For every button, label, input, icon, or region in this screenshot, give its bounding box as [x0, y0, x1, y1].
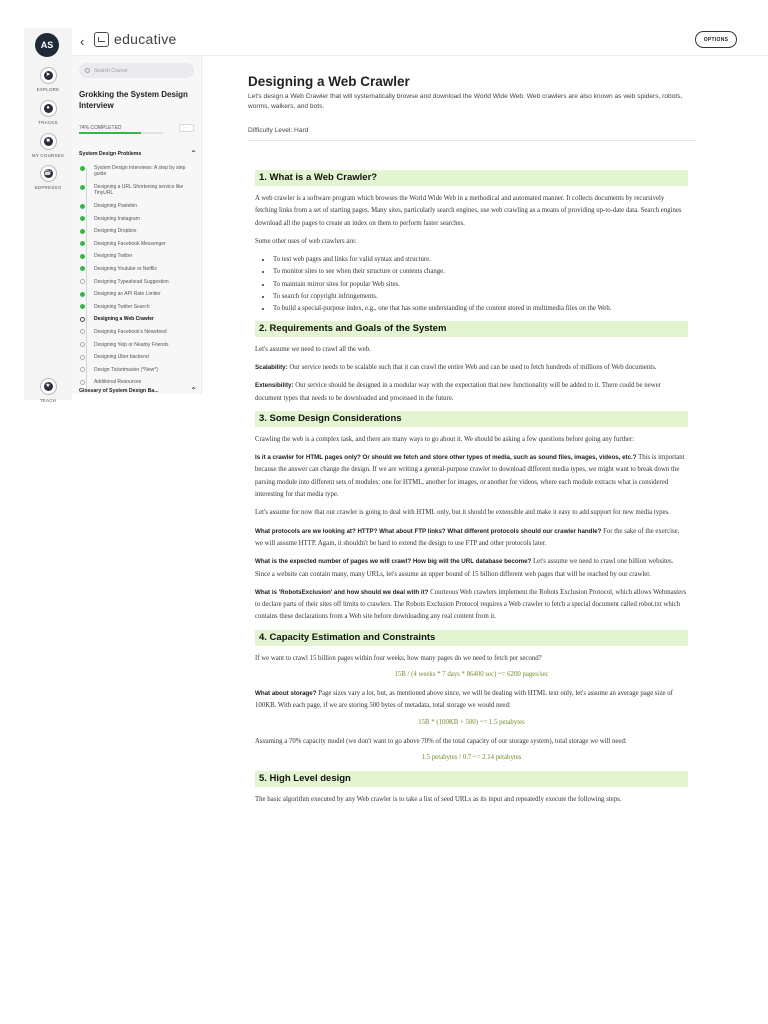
completed-dot-icon [80, 241, 85, 246]
paragraph: Crawling the web is a complex task, and there are many ways to go about it. We should be asking a few questions before going any further: [255, 435, 635, 443]
difficulty-level: Difficulty Level: Hard [248, 127, 309, 134]
lesson-item[interactable] [78, 316, 198, 329]
bullet-list [272, 254, 688, 315]
paragraph: Let's assume we need to crawl all the web. [255, 345, 371, 353]
lesson-label: Designing Dropbox [94, 228, 137, 235]
lesson-item[interactable] [78, 165, 198, 184]
lesson-label: Designing Instagram [94, 215, 140, 222]
bold-lead: Scalability: [255, 363, 288, 371]
formula: 15B * (100KB + 500) ~= 1.5 petabytes [418, 718, 525, 726]
paragraph-text: Page sizes vary a lot, but, as mentioned above since, we will be dealing with HTML text only, let's assume an average page size of 100KB. With each page, if we are storing 500 bytes of metadata, total storage we would need: [255, 690, 673, 710]
paragraph-text: This is important because the answer can change the design. If we are writing a general-purpose crawler to download different media types, we might want to break down the parsing module into different sets of modules: one for HTML, another for images, or another for videos, where each module extracts what is considered interesting for that media type. [255, 454, 685, 499]
progress-menu-button[interactable]: ⋯ [179, 124, 194, 132]
lesson-item[interactable] [78, 279, 198, 292]
lesson-label: Designing Twitter [94, 253, 133, 260]
pending-dot-icon [80, 380, 85, 385]
back-arrow-icon[interactable]: ‹ [80, 34, 85, 49]
teach-icon: ★ [40, 378, 57, 395]
courses-icon: ■ [40, 133, 57, 150]
pending-dot-icon [80, 329, 85, 334]
rail-label: MY COURSES [31, 153, 65, 158]
pending-dot-icon [80, 342, 85, 347]
lesson-label: Designing Twitter Search [94, 303, 150, 310]
lesson-list [78, 165, 198, 392]
rail-label: TEACH [39, 398, 57, 403]
pending-dot-icon [80, 279, 85, 284]
completed-dot-icon [80, 185, 85, 190]
paragraph [255, 452, 688, 501]
page-subtitle: Let's design a Web Crawler that will systematically browse and download the World Wide Web. Web crawlers are also known as web spiders, robots, worms, walkers, and bots. [248, 93, 683, 110]
section-heading: 1. What is a Web Crawler? [255, 170, 688, 186]
lesson-item[interactable] [78, 354, 198, 367]
paragraph: Some other uses of web crawlers are: [255, 237, 357, 245]
paragraph: The basic algorithm executed by any Web crawler is to take a list of seed URLs as its input and repeatedly execute the following steps. [255, 795, 622, 803]
rail-label: EXPLORE [36, 87, 60, 92]
lesson-item[interactable] [78, 329, 198, 342]
paragraph-text: For the sake of the exercise, we will assume HTTP. Again, it shouldn't be hard to extend the design to use FTP and other protocols later. [255, 527, 680, 547]
paragraph [255, 556, 688, 581]
lesson-item[interactable] [78, 266, 198, 279]
rail-label: EDPRESSO [34, 185, 62, 190]
section-heading: 4. Capacity Estimation and Constraints [255, 630, 688, 646]
paragraph-text: Courteous Web crawlers implement the Robots Exclusion Protocol, which allows Webmasters to declare parts of their sites off limits to crawlers. The Robots Exclusion Protocol requires a Web crawler to fetch a special document called robot.txt which contains these declarations from a Web site before downloading any real content from it. [255, 588, 687, 621]
lesson-item[interactable] [78, 241, 198, 254]
paragraph [255, 362, 688, 374]
search-input[interactable] [79, 63, 194, 78]
lesson-item[interactable] [78, 304, 198, 317]
lesson-label: Design Ticketmaster (*New*) [94, 366, 158, 373]
section-header-glossary[interactable] [79, 386, 197, 394]
avatar[interactable]: AS [35, 33, 59, 57]
formula: 15B / (4 weeks * 7 days * 86400 sec) ~= 6200 pages/sec [394, 671, 549, 679]
list-item: • To maintain mirror sites for popular Web sites. [272, 279, 688, 291]
completed-dot-icon [80, 304, 85, 309]
lesson-header [248, 74, 696, 141]
lesson-label: Designing a URL Shortening service like TinyURL [94, 184, 184, 196]
section-title: Glossary of System Design Ba... [79, 387, 159, 394]
section-header[interactable] [79, 149, 197, 158]
formula: 1.5 petabytes / 0.7 ~= 2.14 petabytes [421, 753, 522, 761]
educative-logo-icon [94, 32, 109, 47]
completed-dot-icon [80, 266, 85, 271]
pending-dot-icon [80, 355, 85, 360]
search-icon [85, 68, 90, 73]
logo[interactable] [94, 31, 177, 47]
chevron-up-icon[interactable]: ⌃ [190, 149, 197, 158]
completed-dot-icon [80, 229, 85, 234]
coffee-icon: ☕ [40, 165, 57, 182]
rail-explore[interactable] [24, 67, 72, 92]
rail-my-courses[interactable] [24, 133, 72, 158]
tracks-icon: ● [40, 100, 57, 117]
lesson-item[interactable] [78, 203, 198, 216]
progress-bar [79, 132, 163, 134]
chevron-up-icon[interactable]: ⌃ [190, 386, 197, 394]
list-item: • To test web pages and links for valid syntax and structure. [272, 254, 688, 266]
section-heading: 3. Some Design Considerations [255, 411, 688, 427]
paragraph: Let's assume for now that our crawler is going to deal with HTML only, but it should be extensible and make it easy to add support for new media types. [255, 509, 670, 517]
bold-lead: Is it a crawler for HTML pages only? Or should we fetch and store other types of media, such as sound files, images, videos, etc.? [255, 454, 637, 462]
section-title: System Design Problems [79, 150, 142, 157]
lesson-label: Designing Yelp or Nearby Friends [94, 341, 169, 348]
compass-icon: ➤ [40, 67, 57, 84]
paragraph-text: Our service needs to be scalable such that it can crawl the entire Web and can be used to fetch hundreds of millions of Web documents. [287, 363, 657, 371]
section-heading: 2. Requirements and Goals of the System [255, 321, 688, 337]
logo-text: educative [114, 31, 177, 47]
lesson-label: System Design Interviews: A step by step guide [94, 165, 186, 177]
paragraph: Assuming a 70% capacity model (we don't want to go above 70% of the total capacity of our storage system), total storage we will need: [255, 737, 627, 745]
lesson-label: Designing a Web Crawler [94, 316, 154, 323]
paragraph [255, 688, 688, 713]
paragraph-text: Our service should be designed in a modular way with the expectation that new functionality will be added to it. There could be newer document types that needs to be downloaded and processed in the future. [255, 382, 661, 402]
completed-dot-icon [80, 216, 85, 221]
completed-dot-icon [80, 292, 85, 297]
list-item: • To monitor sites to see when their structure or contents change. [272, 266, 688, 278]
paragraph: If we want to crawl 15 billion pages within four weeks, how many pages do we need to fetch per second? [255, 654, 542, 662]
lesson-item[interactable] [78, 291, 198, 304]
lesson-label: Additional Resources [94, 379, 142, 386]
article-body [255, 170, 688, 812]
lesson-label: Designing Facebook's Newsfeed [94, 328, 167, 335]
bold-lead: What about storage? [255, 690, 317, 698]
lesson-label: Designing Typeahead Suggestion [94, 278, 169, 285]
completed-dot-icon [80, 204, 85, 209]
progress-label: 74% COMPLETED [79, 125, 122, 131]
completed-dot-icon [80, 254, 85, 259]
lesson-item[interactable] [78, 184, 198, 203]
rail-teach[interactable] [24, 378, 72, 403]
paragraph-text: Let's assume we need to crawl one billion websites. Since a website can contain many, many URLs, let's assume an upper bound of 15 billion different web pages that will be reached by our crawler. [255, 558, 674, 578]
lesson-item[interactable] [78, 228, 198, 241]
list-item: • To build a special-purpose index, e.g., one that has some understanding of the content stored in multimedia files on the Web. [272, 303, 688, 315]
page-title: Designing a Web Crawler [248, 74, 410, 89]
lesson-item[interactable] [78, 367, 198, 380]
lesson-label: Designing an API Rate Limiter [94, 291, 161, 298]
progress-fill [79, 132, 141, 134]
lesson-label: Designing Uber backend [94, 354, 149, 361]
lesson-label: Designing Pastebin [94, 203, 138, 209]
lesson-item[interactable] [78, 216, 198, 229]
pending-dot-icon [80, 317, 85, 322]
pending-dot-icon [80, 367, 85, 372]
course-sidebar [72, 56, 202, 394]
course-title[interactable]: Grokking the System Design Interview [79, 90, 188, 110]
paragraph [255, 526, 688, 551]
list-item: • To search for copyright infringements. [272, 291, 688, 303]
bold-lead: What is the expected number of pages we will crawl? How big will the URL database become? [255, 558, 532, 566]
lesson-item[interactable] [78, 342, 198, 355]
paragraph [255, 380, 688, 405]
lesson-label: Designing Facebook Messenger [94, 240, 166, 247]
lesson-item[interactable] [78, 253, 198, 266]
options-button[interactable]: OPTIONS [695, 31, 737, 48]
rail-label: TRACKS [38, 120, 58, 125]
divider [248, 140, 696, 141]
completed-dot-icon [80, 166, 85, 171]
bold-lead: What is 'RobotsExclusion' and how should we deal with it? [255, 588, 429, 596]
rail-tracks[interactable] [24, 100, 72, 125]
bold-lead: Extensibility: [255, 382, 294, 390]
lesson-label: Designing Youtube or Netflix [94, 265, 157, 272]
paragraph: A web crawler is a software program which browses the World Wide Web in a methodical and automated manner. It collects documents by recursively fetching links from a set of starting pages. Many sites, particularly search engines, use web crawling as a means of providing up-to-date data. Search engines download all the pages to create an index on them to perform faster searches. [255, 195, 682, 227]
search-placeholder: Search Course [94, 67, 128, 74]
bold-lead: What protocols are we looking at? HTTP? What about FTP links? What different protocols should our crawler handle? [255, 527, 602, 535]
section-heading: 5. High Level design [255, 771, 688, 787]
rail-edpresso[interactable] [24, 165, 72, 190]
paragraph [255, 587, 688, 624]
